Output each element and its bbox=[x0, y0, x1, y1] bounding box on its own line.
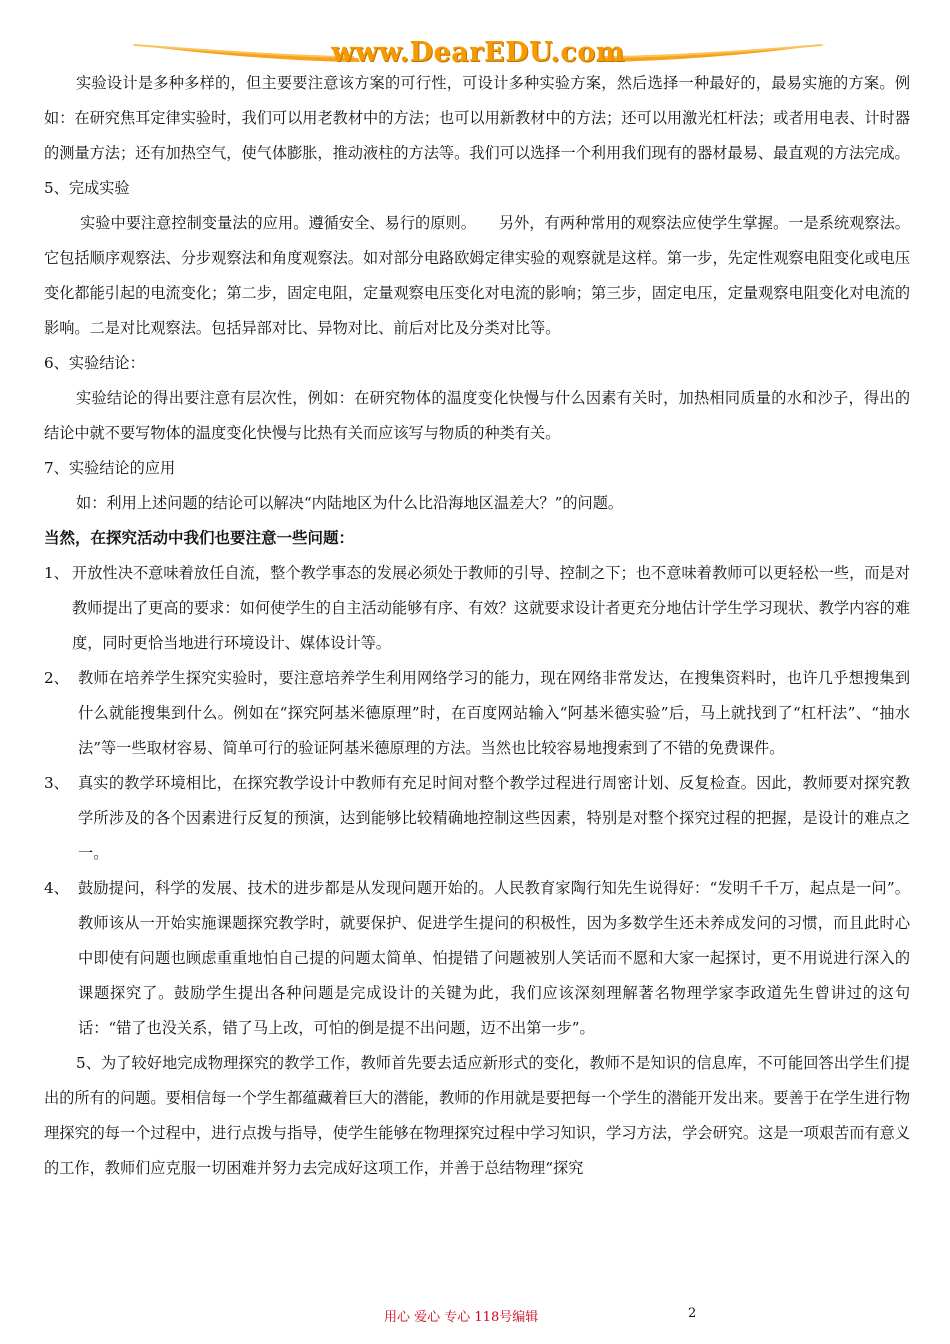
paragraph-application: 如：利用上述问题的结论可以解决“内陆地区为什么比沿海地区温差大？”的问题。 bbox=[76, 494, 624, 512]
paragraph-experiment-design: 实验设计是多种多样的，但主要要注意该方案的可行性，可设计多种实验方案，然后选择一种最好的，最易实施的方案。例如：在研究焦耳定律实验时，我们可以用老教材中的方法；也可以用新教材中的方法；还可以用激光杠杆法；或者用电表、计时器的测量方法；还有加热空气，使气体膨胀，推动液柱的方法等。我们可以选择一个利用我们现有的器材最易、最直观的方法完成。 bbox=[44, 74, 910, 162]
list-item-text: 鼓励提问，科学的发展、技术的进步都是从发现问题开始的。人民教育家陶行知先生说得好：“发明千千万，起点是一问”。教师该从一开始实施课题探究教学时，就要保护、促进学生提问的积极性，因为多数学生还未养成发问的习惯，而且此时心中即使有问题也顾虑重重地怕自己提的问题太简单、怕提错了问题被别人笑话而不愿和大家一起探讨，更不用说进行深入的课题探究了。鼓励学生提出各种问题是完成设计的关键为此，我们应该深刻理解著名物理学家李政道先生曾讲过的这句话：“错了也没关系，错了马上改，可怕的倒是提不出问题，迈不出第一步”。 bbox=[78, 879, 910, 1037]
paragraph-conclusion: 实验结论的得出要注意有层次性，例如：在研究物体的温度变化快慢与什么因素有关时，加热相同质量的水和沙子，得出的结论中就不要写物体的温度变化快慢与比热有关而应该写与物质的种类有关。 bbox=[44, 389, 910, 442]
issues-heading: 当然，在探究活动中我们也要注意一些问题： bbox=[44, 529, 355, 547]
list-item-number: 2、 bbox=[44, 669, 69, 687]
site-banner bbox=[128, 36, 828, 70]
list-item-number: 4、 bbox=[44, 879, 69, 897]
section-heading-6: 6、实验结论： bbox=[44, 354, 145, 372]
list-item-text: 教师在培养学生探究实验时，要注意培养学生利用网络学习的能力，现在网络非常发达，在搜集资料时，也许几乎想搜集到什么就能搜集到什么。例如在“探究阿基米德原理”时，在百度网站输入“阿基米德实验”后，马上就找到了“杠杆法”、“抽水法”等一些取材容易、简单可行的验证阿基米德原理的方法。当然也比较容易地搜索到了不错的免费课件。 bbox=[78, 669, 910, 757]
list-item-text: 真实的教学环境相比，在探究教学设计中教师有充足时间对整个教学过程进行周密计划、反复检查。因此，教师要对探究教学所涉及的各个因素进行反复的预演，达到能够比较精确地控制这些因素，特别是对整个探究过程的把握，是设计的难点之一。 bbox=[78, 774, 910, 862]
list-item bbox=[44, 661, 910, 766]
list-item bbox=[44, 556, 910, 661]
site-url: www.DearEDU.com bbox=[331, 37, 625, 68]
list-item-text: 开放性决不意味着放任自流，整个教学事态的发展必须处于教师的引导、控制之下；也不意味着教师可以更轻松一些，而是对教师提出了更高的要求：如何使学生的自主活动能够有序、有效？这就要求设计者更充分地估计学生学习现状、教学内容的难度，同时更恰当地进行环境设计、媒体设计等。 bbox=[72, 564, 910, 652]
list-item bbox=[44, 871, 910, 1046]
section-heading-5: 5、完成实验 bbox=[44, 179, 130, 197]
paragraph-complete-experiment: 实验中要注意控制变量法的应用。遵循安全、易行的原则。 另外，有两种常用的观察法应使学生掌握。一是系统观察法。它包括顺序观察法、分步观察法和角度观察法。如对部分电路欧姆定律实验的观察就是这样。第一步，先定性观察电阻变化或电压变化都能引起的电流变化；第二步，固定电阻，定量观察电压变化对电流的影响；第三步，固定电压，定量观察电阻变化对电流的影响。二是对比观察法。包括异部对比、异物对比、前后对比及分类对比等。 bbox=[44, 214, 910, 337]
list-item-number: 1、 bbox=[44, 564, 69, 582]
list-item-number: 3、 bbox=[44, 774, 69, 792]
page-footer bbox=[0, 1306, 950, 1330]
list-item bbox=[44, 766, 910, 871]
paragraph-teacher-role: 5、为了较好地完成物理探究的教学工作，教师首先要去适应新形式的变化，教师不是知识的信息库，不可能回答出学生们提出的所有的问题。要相信每一个学生都蕴藏着巨大的潜能，教师的作用就是要把每一个学生的潜能开发出来。要善于在学生进行物理探究的每一个过程中，进行点拨与指导，使学生能够在物理探究过程中学习知识，学习方法，学会研究。这是一项艰苦而有意义的工作，教师们应克服一切困难并努力去完成好这项工作，并善于总结物理“探究 bbox=[44, 1054, 910, 1177]
document-body bbox=[44, 66, 910, 1186]
section-heading-7: 7、实验结论的应用 bbox=[44, 459, 176, 477]
footer-text: 用心 爱心 专心 118号编辑 bbox=[384, 1310, 539, 1325]
page-number: 2 bbox=[688, 1306, 697, 1321]
